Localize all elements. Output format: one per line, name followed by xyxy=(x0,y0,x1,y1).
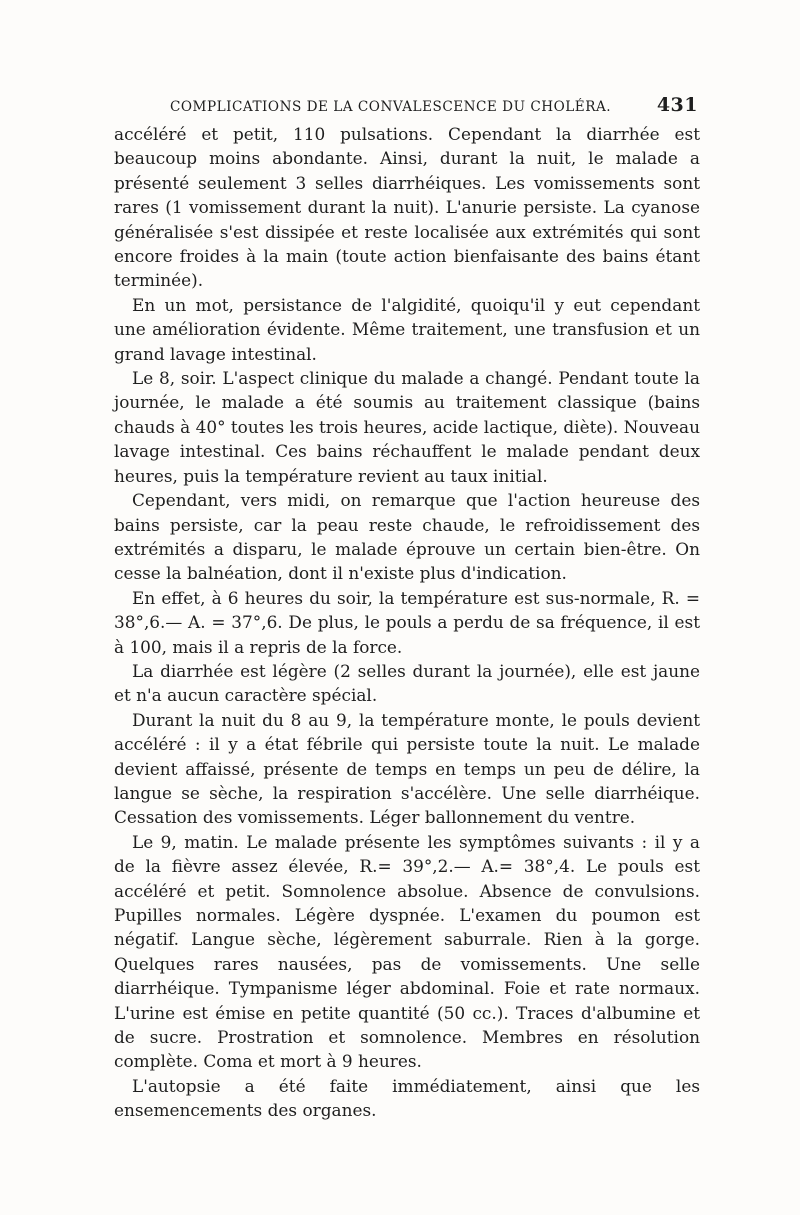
paragraph: Cependant, vers midi, on remarque que l'action heureuse des bains persiste, car la peau reste chaude, le refroidissement des extrémités a disparu, le malade éprouve un certain bien-être. On cesse la balnéation, dont il n'existe plus d'indication. xyxy=(114,490,700,584)
paragraph: En effet, à 6 heures du soir, la température est sus-normale, R. = 38°,6.— A. = 37°,6. De plus, le pouls a perdu de sa fréquence, il est à 100, mais il a repris de la force. xyxy=(114,587,700,657)
paragraph: L'autopsie a été faite immédiatement, ainsi que les ensemencements des organes. xyxy=(114,1075,700,1121)
page-number: 431 xyxy=(656,94,698,116)
paragraph: accéléré et petit, 110 pulsations. Cependant la diarrhée est beaucoup moins abondante. Ainsi, durant la nuit, le malade a présenté seulement 3 selles diarrhéiques. Les vomissements sont rares (1 vomissement durant la nuit). L'anurie persiste. La cyanose généralisée s'est dissipée et reste localisée aux extrémités qui sont encore froides à la main (toute action bienfaisante des bains étant terminée). xyxy=(114,124,700,291)
body-text xyxy=(114,122,700,1123)
paragraph: Le 8, soir. L'aspect clinique du malade a changé. Pendant toute la journée, le malade a été soumis au traitement classique (bains chauds à 40° toutes les trois heures, acide lactique, diète). Nouveau lavage intestinal. Ces bains réchauffent le malade pendant deux heures, puis la température revient au taux initial. xyxy=(114,368,700,486)
running-title: COMPLICATIONS DE LA CONVALESCENCE DU CHOLÉRA. xyxy=(170,99,612,115)
text-block xyxy=(114,92,700,1123)
running-head xyxy=(114,92,700,122)
paragraph: Le 9, matin. Le malade présente les symptômes suivants : il y a de la fièvre assez élevée, R.= 39°,2.— A.= 38°,4. Le pouls est accéléré et petit. Somnolence absolue. Absence de convulsions. Pupilles normales. Légère dyspnée. L'examen du poumon est négatif. Langue sèche, légèrement saburrale. Rien à la gorge. Quelques rares nausées, pas de vomissements. Une selle diarrhéique. Tympanisme léger abdominal. Foie et rate normaux. L'urine est émise en petite quantité (50 cc.). Traces d'albumine et de sucre. Prostration et somnolence. Membres en résolution complète. Coma et mort à 9 heures. xyxy=(114,831,700,1072)
paragraph: Durant la nuit du 8 au 9, la température monte, le pouls devient accéléré : il y a état fébrile qui persiste toute la nuit. Le malade devient affaissé, présente de temps en temps un peu de délire, la langue se sèche, la respiration s'accélère. Une selle diarrhéique. Cessation des vomissements. Léger ballonnement du ventre. xyxy=(114,709,700,828)
paragraph: La diarrhée est légère (2 selles durant la journée), elle est jaune et n'a aucun caractère spécial. xyxy=(114,660,700,706)
paragraph: En un mot, persistance de l'algidité, quoiqu'il y eut cependant une amélioration évidente. Même traitement, une transfusion et un grand lavage intestinal. xyxy=(114,294,700,364)
